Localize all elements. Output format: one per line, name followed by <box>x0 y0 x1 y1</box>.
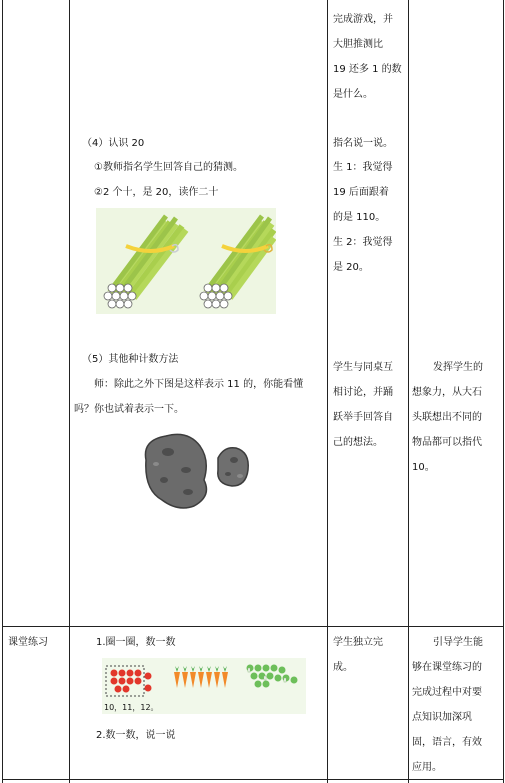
section5-line1: 师：除此之外下图是这样表示 11 的，你能看懂 <box>94 379 304 390</box>
practice-label: 课堂练习 <box>8 637 48 648</box>
text-line: 的是 110。 <box>333 212 386 223</box>
text-line: 19 还多 1 的数 <box>333 64 402 75</box>
text-line: 想象力，从大石 <box>412 387 482 398</box>
column-divider-2 <box>327 0 328 783</box>
practice-item1: 1.圈一圈，数一数 <box>96 637 176 648</box>
text-line: 生 2：我觉得 <box>333 237 393 248</box>
text-line: 头联想出不同的 <box>412 412 482 423</box>
text-line: 跃举手回答自 <box>333 412 393 423</box>
section5-line2: 吗？你也试着表示一下。 <box>74 404 184 415</box>
text-line: 物品都可以指代 <box>412 437 482 448</box>
stones-image <box>138 430 252 512</box>
text-line: 是什么。 <box>333 89 373 100</box>
text-line: 是 20。 <box>333 262 369 273</box>
section5-title: （5）其他种计数方法 <box>82 354 179 365</box>
text-line: 学生独立完 <box>333 637 383 648</box>
text-line: 己的想法。 <box>333 437 383 448</box>
text-line: 大胆推测比 <box>333 39 383 50</box>
count-label: 10，11，12。 <box>104 703 159 712</box>
text-line: 19 后面跟着 <box>333 187 389 198</box>
section4-title: （4）认识 20 <box>82 138 145 149</box>
table-bottom-border <box>2 779 504 780</box>
text-line: 10。 <box>412 462 435 473</box>
text-line: 应用。 <box>412 762 442 773</box>
text-line: 够在课堂练习的 <box>412 662 482 673</box>
text-line: 成。 <box>333 662 353 673</box>
text-line: 学生与同桌互 <box>333 362 393 373</box>
text-line: 发挥学生的 <box>433 362 483 373</box>
section4-line2: ②2 个十，是 20，读作二十 <box>94 187 219 198</box>
stick-bundles-image <box>96 208 276 314</box>
table-left-border <box>2 0 3 783</box>
text-line: 完成游戏，并 <box>333 14 393 25</box>
row-divider <box>2 626 504 627</box>
text-line: 点知识加深巩 <box>412 712 472 723</box>
section4-line1: ①教师指名学生回答自己的猜测。 <box>94 162 243 173</box>
column-divider-3 <box>408 0 409 783</box>
practice-item2: 2.数一数，说一说 <box>96 730 176 741</box>
text-line: 完成过程中对要 <box>412 687 482 698</box>
text-line: 指名说一说。 <box>333 138 393 149</box>
text-line: 固，语言，有效 <box>412 737 482 748</box>
column-divider-1 <box>69 0 70 783</box>
text-line: 引导学生能 <box>433 637 483 648</box>
text-line: 生 1：我觉得 <box>333 162 393 173</box>
text-line: 相讨论，并踊 <box>333 387 393 398</box>
table-right-border <box>503 0 504 783</box>
